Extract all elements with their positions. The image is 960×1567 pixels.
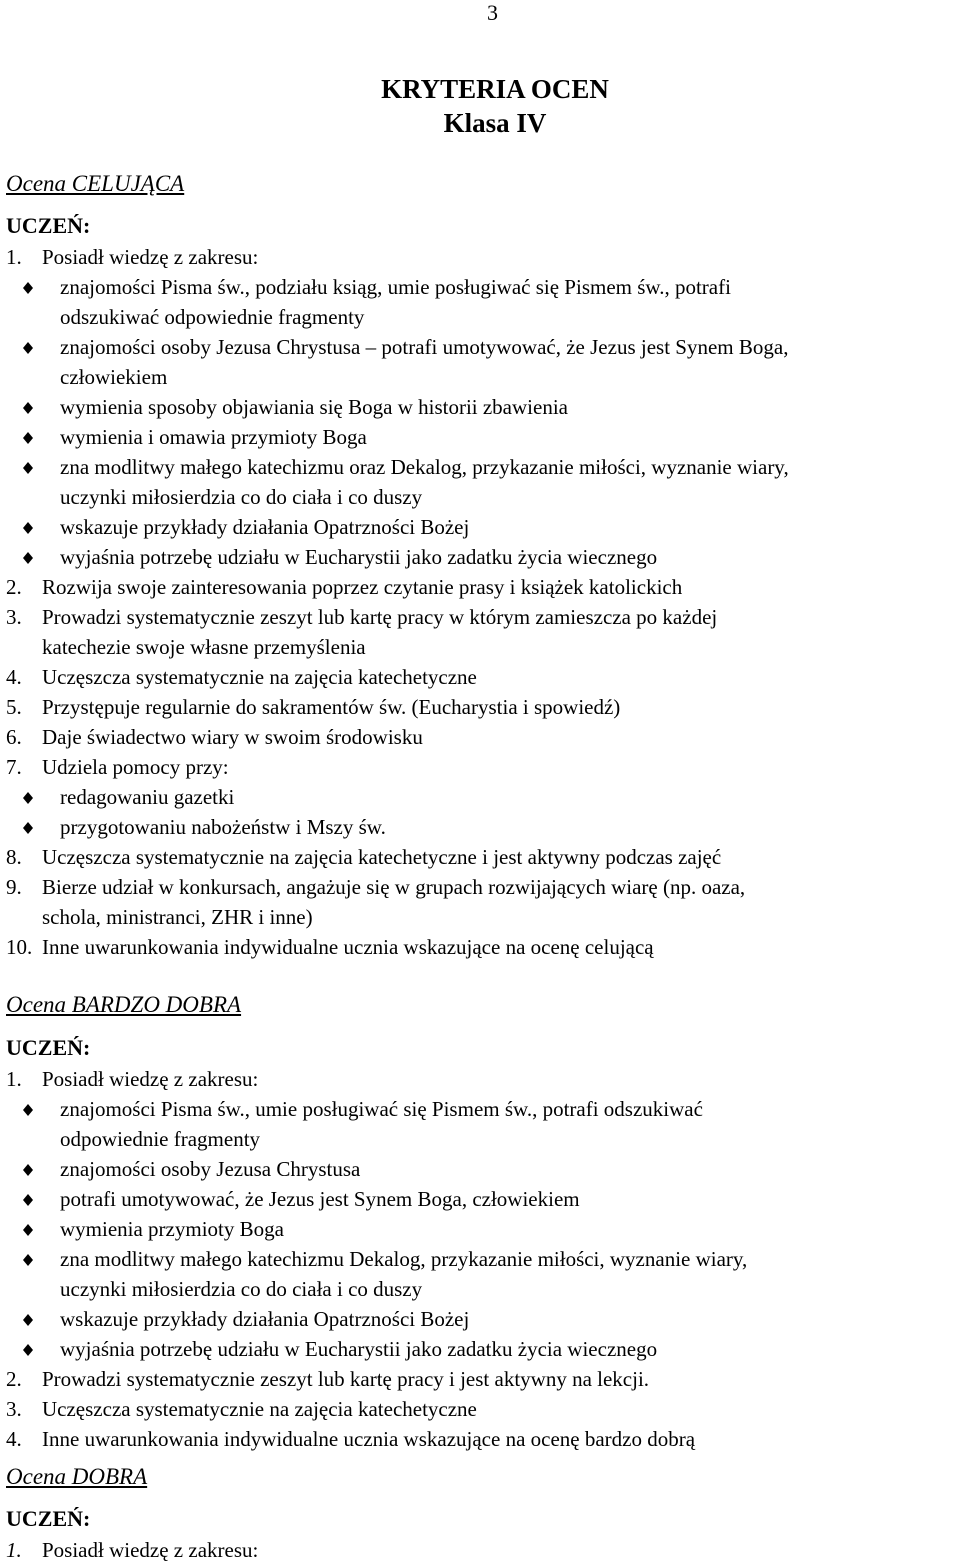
pupil-label: UCZEŃ: bbox=[6, 213, 91, 238]
diamond-bullet-icon bbox=[22, 1187, 34, 1211]
diamond-bullet-icon bbox=[22, 545, 34, 569]
section-heading-dobra: Ocena DOBRA bbox=[6, 1464, 148, 1489]
diamond-bullet-icon bbox=[22, 455, 34, 479]
list-item-continuation: katechezie swoje własne przemyślenia bbox=[42, 635, 366, 659]
document-title: KRYTERIA OCEN bbox=[381, 74, 609, 104]
page-number: 3 bbox=[487, 0, 498, 25]
section-heading-celujaca: Ocena CELUJĄCA bbox=[6, 171, 185, 196]
diamond-bullet-icon bbox=[22, 425, 34, 449]
diamond-bullet-icon bbox=[22, 1097, 34, 1121]
bullet-item-continuation: odszukiwać odpowiednie fragmenty bbox=[60, 305, 365, 329]
diamond-bullet-icon bbox=[22, 335, 34, 359]
diamond-bullet-icon bbox=[22, 1157, 34, 1181]
section-heading-bardzo-dobra: Ocena BARDZO DOBRA bbox=[6, 992, 242, 1017]
bullet-item-continuation: uczynki miłosierdzia co do ciała i co duszy bbox=[60, 485, 423, 509]
diamond-bullet-icon bbox=[22, 275, 34, 299]
diamond-bullet-icon bbox=[22, 1307, 34, 1331]
document-subtitle: Klasa IV bbox=[443, 108, 547, 138]
diamond-bullet-icon bbox=[22, 1217, 34, 1241]
bullet-item-continuation: odpowiednie fragmenty bbox=[60, 1127, 261, 1151]
diamond-bullet-icon bbox=[22, 1247, 34, 1271]
pupil-label: UCZEŃ: bbox=[6, 1035, 91, 1060]
diamond-bullet-icon bbox=[22, 395, 34, 419]
list-item-continuation: schola, ministranci, ZHR i inne) bbox=[42, 905, 313, 929]
document-page: 3 KRYTERIA OCEN Klasa IV Ocena CELUJĄCA UCZEŃ: 1. Posiadł wiedzę z zakresu: znajomości Pisma św., podziału ksiąg, umie posługiwać się Pismem św., potrafi odszukiwać odpowiednie fragmenty znajomości osoby Jezusa Chrystusa – potrafi umotywować, że Jezus jest Synem Boga, człowiekiem wymienia sposoby objawiania się Boga w historii zbawienia wymienia i omawia przymioty Boga zna modlitwy małego katechizmu oraz Dekalog, przykazanie miłości, wyznanie wiary, uczynki miłosierdzia co do ciała i co duszy wskazuje przykłady działania Opatrzności Bożej wyjaśnia potrzebę udziału w Eucharystii jako zadatku życia wiecznego 2. Rozwija swoje zainteresowania poprzez czytanie prasy i książek katolickich 3. Prowadzi systematycznie zeszyt lub kartę pracy w którym zamieszcza po każdej katechezie swoje własne przemyślenia 4. Uczęszcza systematycznie na zajęcia katechetyczne 5. Przystępuje regularnie do sakramentów św. (Eucharystia i spowiedź) 6. Daje świadectwo wiary w swoim środowisku 7. Udziela pomocy przy: redagowaniu gazetki przygotowaniu nabożeństw i Mszy św. 8. Uczęszcza systematycznie na zajęcia katechetyczne i jest aktywny podczas zajęć 9. Bierze udział w konkursach, angażuje się w grupach rozwijających wiarę (np. oaza, schola, ministranci, ZHR i inne) 10. Inne uwarunkowania indywidualne ucznia wskazujące na ocenę celującą Ocena BARDZO DOBRA UCZEŃ: 1. Posiadł wiedzę z zakresu: znajomości Pisma św., umie posługiwać się Pismem św., potrafi odszukiwać odpowiednie fragmenty znajomości osoby Jezusa Chrystusa potrafi umotywować, że Jezus jest Synem Boga, człowiekiem wymienia przymioty Boga zna modlitwy małego katechizmu Dekalog, przykazanie miłości, wyznanie wiary, uczynki miłosierdzia co do ciała i co duszy wskazuje przykłady działania Opatrzności Bożej wyjaśnia potrzebę udziału w Eucharystii jako zadatku życia wiecznego 2. Prowadzi systematycznie zeszyt lub kartę pracy i jest aktywny na lekcji. 3. Uczęszcza systematycznie na zajęcia katechetyczne 4. Inne uwarunkowania indywidualne ucznia wskazujące na ocenę bardzo dobrą Ocena DOBRA UCZEŃ: 1. Posiadł wiedzę z zakresu: bbox=[0, 0, 960, 1567]
bullet-item-continuation: człowiekiem bbox=[60, 365, 168, 389]
diamond-bullet-icon bbox=[22, 815, 34, 839]
pupil-label: UCZEŃ: bbox=[6, 1506, 91, 1531]
diamond-bullet-icon bbox=[22, 515, 34, 539]
bullet-item-continuation: uczynki miłosierdzia co do ciała i co duszy bbox=[60, 1277, 423, 1301]
diamond-bullet-icon bbox=[22, 1337, 34, 1361]
diamond-bullet-icon bbox=[22, 785, 34, 809]
